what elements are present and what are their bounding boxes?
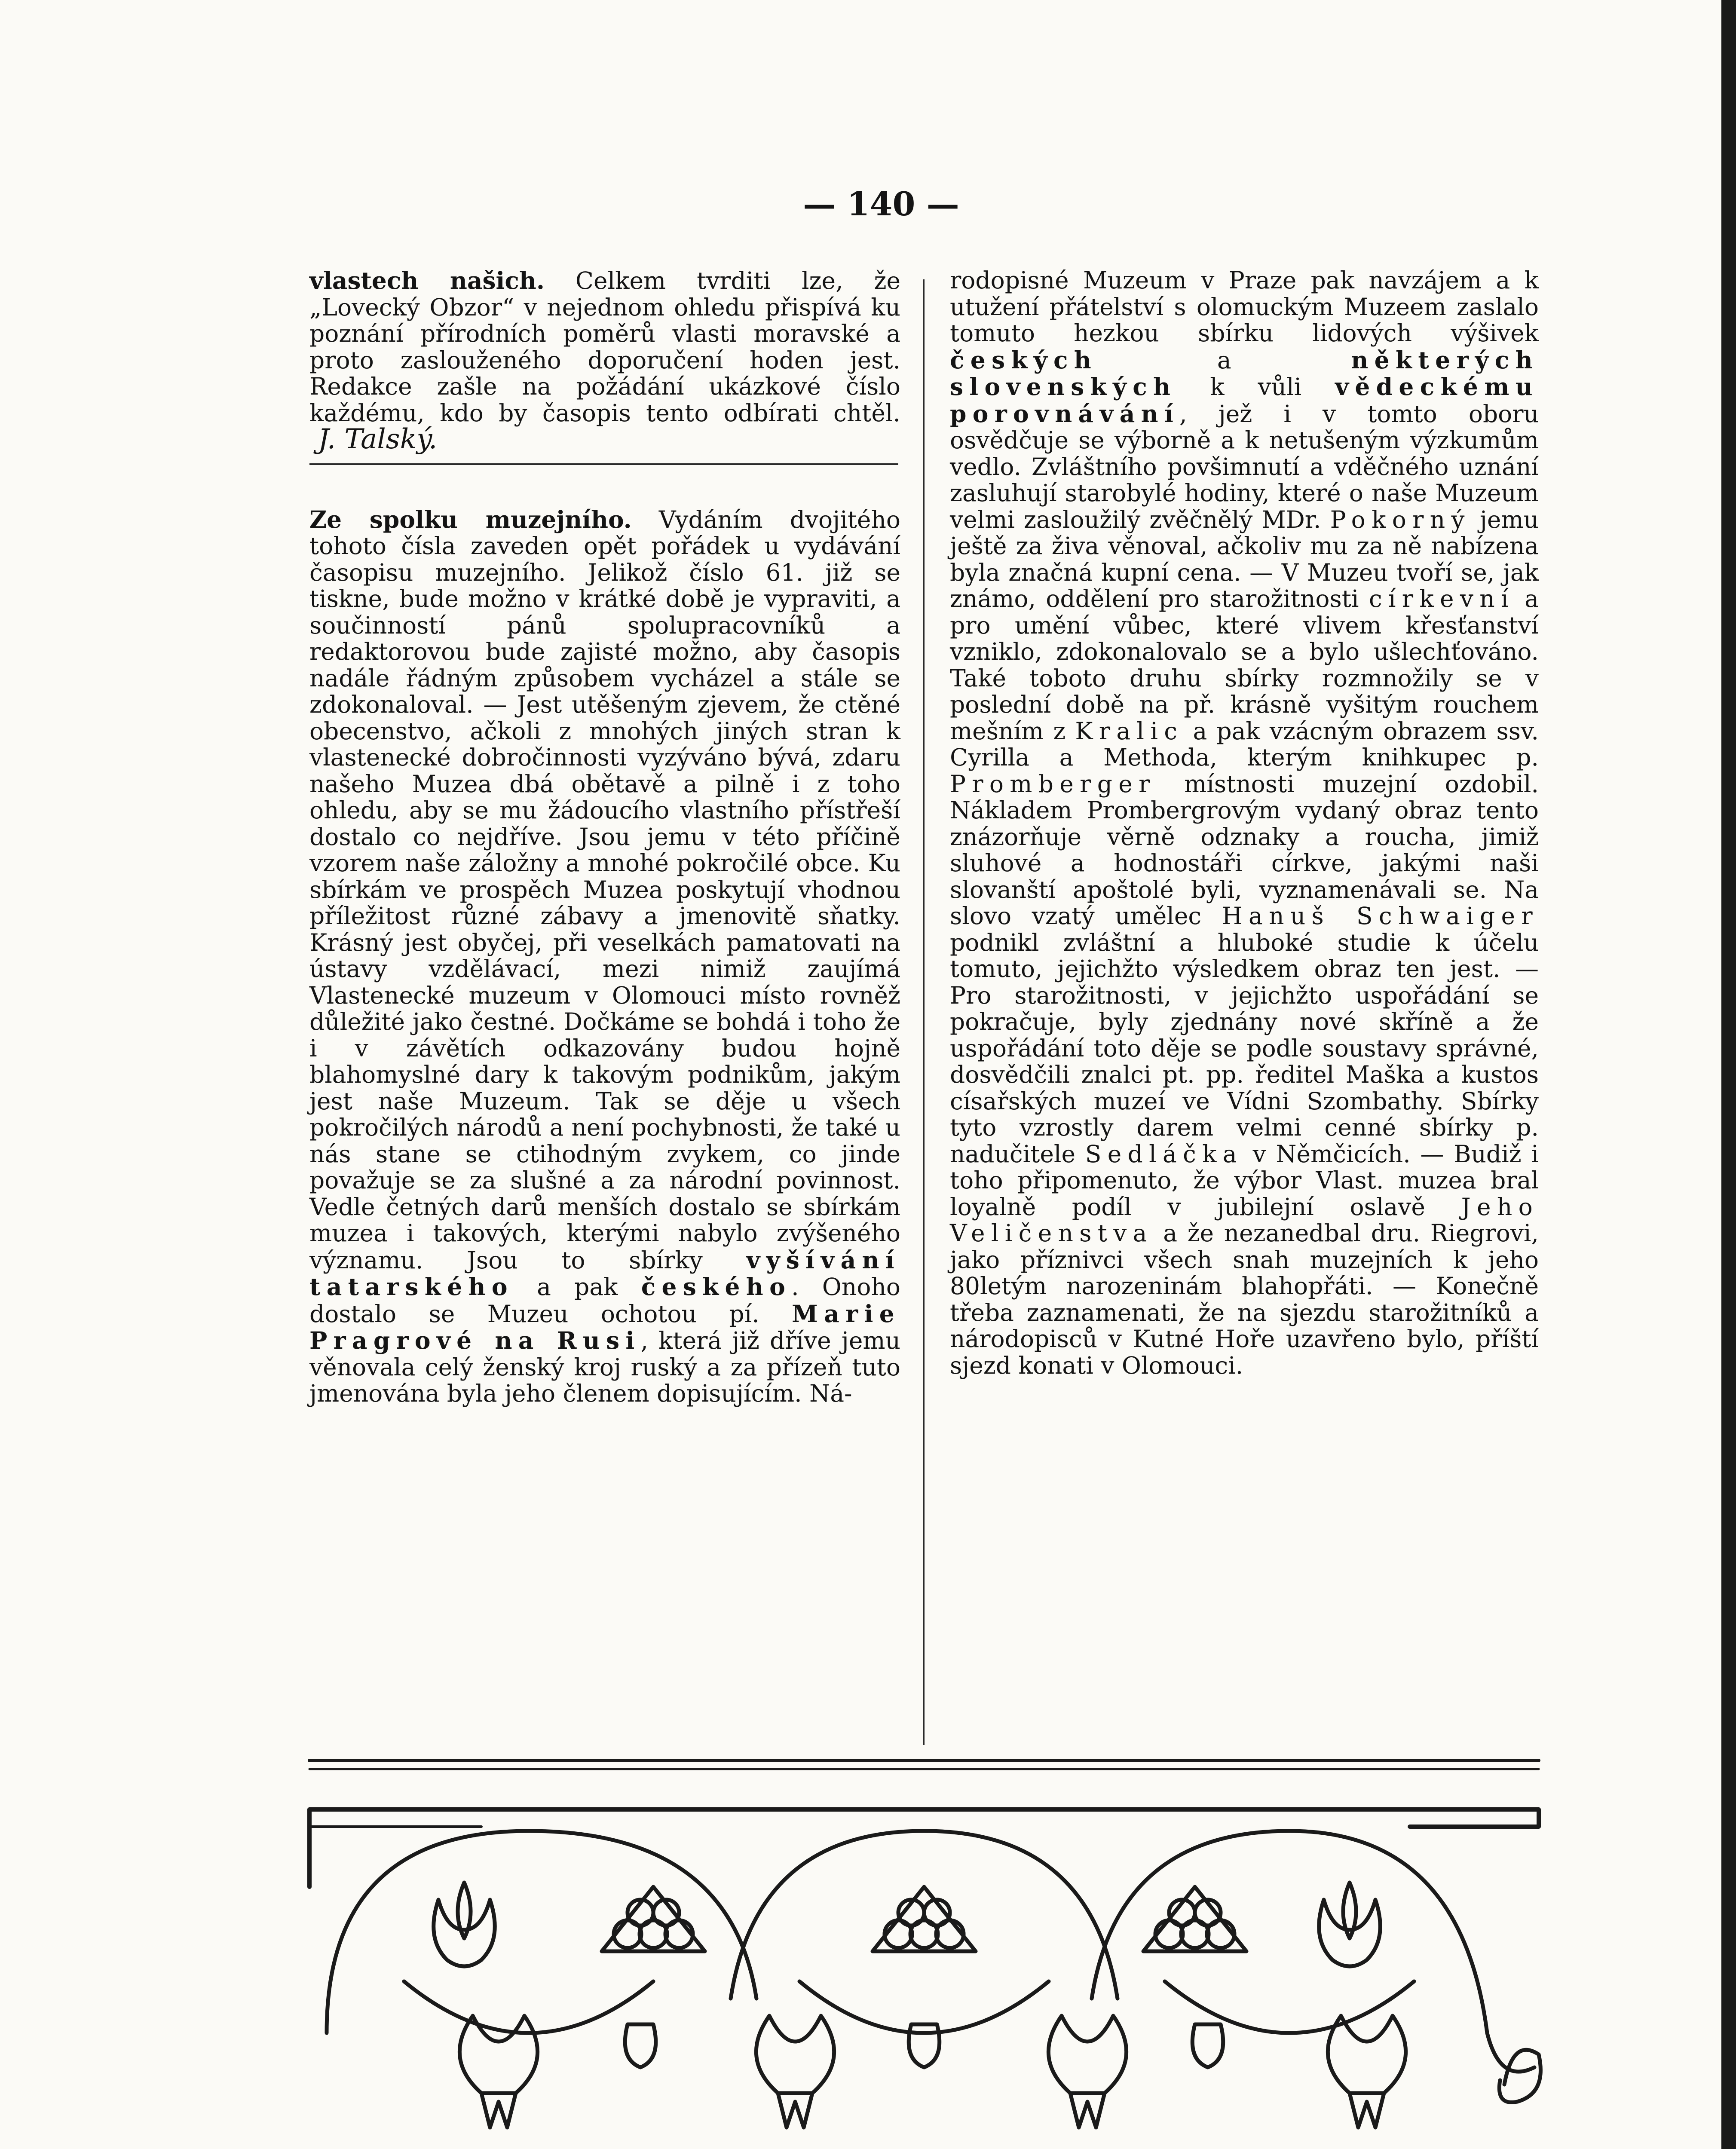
- emphasis-text: některých slovenských: [950, 346, 1539, 401]
- section-heading: Ze spolku muzejního.: [309, 505, 632, 533]
- paragraph-text: podnikl zvláštní a hluboké studie k účelu tomuto, jejichžto výsledkem obraz ten jest. — Pro starožitnosti, v jejichžto uspořádání se pokračuje, byly zjednány nové skříně a že uspořádání toto děje se podle soustavy správné, dosvědčili znalci pt. pp. ředitel Maška a kustos císařských muzeí ve Vídni Szombathy. Sbírky tyto vzrostly darem velmi cenné sbírky p. nadučitele: [950, 928, 1539, 1168]
- paragraph-text: místnosti muzejní ozdobil. Nákladem Prombergrovým vydaný obraz tento znázorňuje věrně odznaky a roucha, jimiž sluhové a hodnostáři církve, jakými naši slovanští apoštolé byli, vyznamenávali se. Na slovo vzatý umělec: [950, 770, 1539, 930]
- emphasis-text: Pokorný: [1330, 505, 1471, 533]
- paragraph-text: v Němčicích. — Budiž i toho připomenuto, že výbor Vlast. muzea bral loyalně podíl v jubilejní oslavě: [950, 1140, 1539, 1221]
- paragraph-text: Vydáním dvojitého tohoto čísla zaveden opět pořádek u vydávání časopisu muzejního. Jelikož číslo 61. již se tiskne, bude možno v krátké době je vypraviti, a součinností pánů spolupracovníků a redaktorovou bude zajisté možno, aby časopis nadále řádným způsobem vycházel a stále se zdokonaloval. — Jest utěšeným zjevem, že ctěné obecenstvo, ačkoli z mnohých jiných stran k vlastenecké dobročinnosti vyzýváno bývá, zdaru našeho Muzea dbá obětavě a pilně i z toho ohledu, aby se mu žádoucího vlastního přístřeší dostalo co nejdříve. Jsou jemu v této příčině vzorem naše záložny a mnohé pokročilé obce. Ku sbírkám ve prospěch Muzea poskytují vhodnou příležitost různé zábavy a jmenovitě sňatky. Krásný jest obyčej, při veselkách pamatovati na ústavy vzdělávací, mezi nimiž zaujímá Vlastenecké muzeum v Olomouci místo rovněž důležité jako čestné. Dočkáme se bohdá i toho že i v závětích odkazovány budou hojně blahomyslné dary k takovým podnikům, jakým jest naše Muzeum. Tak se děje u všech pokročilých národů a není pochybnosti, že také u nás stane se ctihodným zvykem, co jinde považuje se za slušné a za národní povinnost. Vedle četných darů menších dostalo se sbírkám muzea i takových, kterými nabylo zvýšeného významu. Jsou to sbírky: [309, 505, 900, 1274]
- emphasis-text: vědeckému porovnávání: [950, 373, 1539, 428]
- paragraph-text: a pak vzácným obrazem ssv. Cyrilla a Methoda, kterým knihkupec p.: [950, 717, 1539, 771]
- column-divider: [923, 279, 925, 1745]
- paragraph-text: , která již dříve jemu věnovala celý ženský kroj ruský a za přízeň tuto jmenována byla jeho členem dopisujícím. Ná-: [309, 1327, 900, 1407]
- emphasis-text: českého: [641, 1273, 792, 1301]
- emphasis-text: Kralic: [1075, 717, 1184, 745]
- paragraph-text: . Onoho dostalo se Muzeu ochotou pí.: [309, 1273, 900, 1328]
- paragraph-text: Celkem tvrditi lze, že „Lovecký Obzor“ v nejednom ohledu přispívá ku poznání přírodních poměrů vlasti moravské a proto zaslouženého doporučení hoden jest. Redakce zašle na požádání ukázkové číslo každému, kdo by časopis tento odbírati chtěl.: [309, 267, 900, 427]
- paragraph-continued: [950, 267, 1539, 1379]
- right-column: [950, 267, 1539, 1379]
- emphasis-text: Marie Pragrové na Rusi: [309, 1299, 900, 1354]
- emphasis-text: církevní: [1369, 585, 1515, 612]
- folk-ornament-border-icon: [301, 1758, 1547, 2149]
- paragraph-review: [309, 267, 900, 454]
- paragraph-text: , jež i v tomto oboru osvědčuje se výborně a k netušeným výzkumům vedlo. Zvláštního povšimnutí a vděčného uznání zasluhují starobylé hodiny, které o naše Muzeum velmi zasloužilý zvěčnělý MDr.: [950, 400, 1539, 533]
- page-number: — 140 —: [803, 185, 959, 223]
- paragraph-text: rodopisné Muzeum v Praze pak navzájem a k utužení přátelství s olomuckým Muzeem zaslalo tomuto hezkou sbírku lidových výšivek: [950, 266, 1539, 347]
- paragraph-text: a: [1097, 346, 1351, 374]
- emphasis-text: českých: [950, 346, 1098, 374]
- emphasis-text: Jeho Veličenstva: [950, 1193, 1539, 1247]
- paragraph-museum-society: [309, 506, 900, 1407]
- paragraph-text: jemu ještě za živa věnoval, ačkoliv mu za ně nabízena byla značná kupní cena. — V Muzeu tvoří se, jak známo, oddělení pro starožitnosti: [950, 505, 1539, 612]
- emphasis-text: Promberger: [950, 770, 1156, 798]
- section-divider: [309, 463, 898, 465]
- paragraph-text: a že nezanedbal dru. Riegrovi, jako příznivci všech snah muzejních k jeho 80letým narozeninám blahopřáti. — Konečně třeba zaznamenati, že na sjezdu starožitníků a národopisců v Kutné Hoře uzavřeno bylo, příští sjezd konati v Olomouci.: [950, 1219, 1539, 1379]
- paragraph-text: a pak: [513, 1273, 641, 1301]
- author-signature: J. Talský.: [318, 423, 438, 455]
- emphasis-text: Sedláčka: [1085, 1140, 1243, 1168]
- paragraph-text: k vůli: [1176, 373, 1335, 401]
- emphasis-text: Hanuš Schwaiger: [1222, 902, 1539, 930]
- paragraph-text: a pro umění vůbec, které vlivem křesťanství vzniklo, zdokonalovalo se a bylo ušlechťováno. Také toboto druhu sbírky rozmnožily se v poslední době na př. krásně vyšitým rouchem mešním z: [950, 585, 1539, 745]
- left-column: [309, 267, 900, 1407]
- emphasis-text: vyšívání tatarského: [309, 1246, 900, 1301]
- scan-edge: [1721, 0, 1736, 2149]
- paragraph-start: vlastech našich.: [309, 266, 545, 294]
